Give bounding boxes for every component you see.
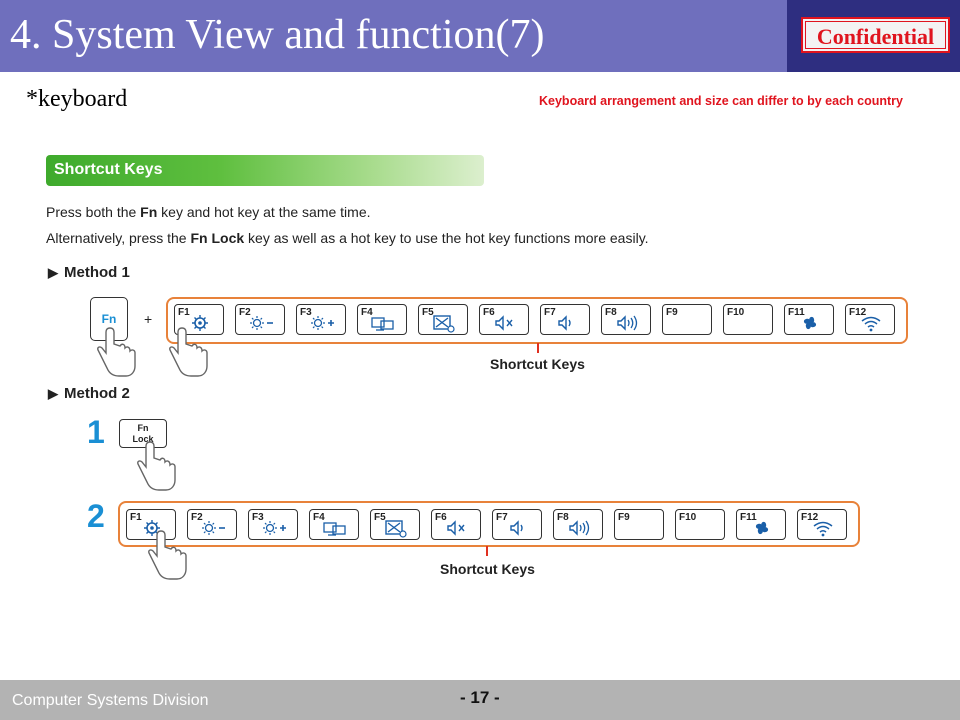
instr2-b: key as well as a hot key to use the hot key functions more easily. xyxy=(244,230,649,246)
volume-up-icon xyxy=(612,313,642,333)
function-key-f4 xyxy=(357,304,407,335)
function-key-label: F9 xyxy=(666,307,678,318)
keyboard-subheading: *keyboard xyxy=(26,86,128,112)
page-number: - 17 - xyxy=(460,688,500,707)
method-1-label: Method 1 xyxy=(64,264,130,281)
fan-icon xyxy=(747,518,777,538)
brightness-up-icon xyxy=(307,313,337,333)
function-key-f8 xyxy=(553,509,603,540)
function-key-label: F8 xyxy=(605,307,617,318)
shortcut-keys-banner xyxy=(46,155,484,186)
instr2-fnlock: Fn Lock xyxy=(190,230,245,246)
function-key-label: F12 xyxy=(801,512,819,523)
method-1-heading xyxy=(48,264,130,281)
function-key-f5 xyxy=(370,509,420,540)
function-key-label: F7 xyxy=(544,307,556,318)
function-key-f8 xyxy=(601,304,651,335)
function-key-f11 xyxy=(784,304,834,335)
function-key-label: F6 xyxy=(435,512,447,523)
function-key-label: F2 xyxy=(191,512,203,523)
function-key-f7 xyxy=(492,509,542,540)
pressing-hand-icon xyxy=(136,440,178,492)
mute-icon xyxy=(442,518,472,538)
instruction-line-2 xyxy=(46,230,649,246)
method-2-heading xyxy=(48,385,130,402)
function-key-label: F6 xyxy=(483,307,495,318)
page-title: 4. System View and function(7) xyxy=(10,12,545,58)
function-key-label: F10 xyxy=(679,512,697,523)
function-key-f2 xyxy=(187,509,237,540)
function-key-f10 xyxy=(675,509,725,540)
function-key-f2 xyxy=(235,304,285,335)
function-key-f12 xyxy=(797,509,847,540)
step-2-number: 2 xyxy=(87,498,105,534)
brightness-down-icon xyxy=(198,518,228,538)
function-key-label: F11 xyxy=(740,512,757,523)
function-key-label: F5 xyxy=(374,512,386,523)
instr2-a: Alternatively, press the xyxy=(46,230,191,246)
function-key-f9 xyxy=(662,304,712,335)
function-key-f7 xyxy=(540,304,590,335)
division-label: Computer Systems Division xyxy=(12,692,209,709)
function-key-f3 xyxy=(296,304,346,335)
method-2-connector xyxy=(486,546,488,556)
instr1-a: Press both the xyxy=(46,204,141,220)
method-2-shortcut-label: Shortcut Keys xyxy=(440,561,535,577)
footer-bar xyxy=(0,680,960,720)
function-key-label: F3 xyxy=(252,512,264,523)
pressing-hand-icon xyxy=(147,529,189,581)
triangle-bullet-icon: ▶ xyxy=(48,386,58,401)
confidential-stamp xyxy=(801,17,950,53)
country-note: Keyboard arrangement and size can differ to by each country xyxy=(539,94,903,108)
volume-down-icon xyxy=(551,313,581,333)
touchpad-off-icon xyxy=(381,518,411,538)
function-key-f6 xyxy=(479,304,529,335)
function-key-f6 xyxy=(431,509,481,540)
wifi-icon xyxy=(808,518,838,538)
fan-icon xyxy=(795,313,825,333)
function-key-label: F5 xyxy=(422,307,434,318)
instr1-fn: Fn xyxy=(140,204,158,220)
banner-label: Shortcut Keys xyxy=(54,161,163,178)
fn-lock-key-line2: Lock xyxy=(132,434,154,444)
function-key-label: F1 xyxy=(178,307,190,318)
function-key-label: F3 xyxy=(300,307,312,318)
fn-lock-key-line1: Fn xyxy=(137,423,149,433)
brightness-down-icon xyxy=(246,313,276,333)
method-1-connector xyxy=(537,343,539,353)
triangle-bullet-icon: ▶ xyxy=(48,265,58,280)
function-key-label: F8 xyxy=(557,512,569,523)
function-key-f12 xyxy=(845,304,895,335)
function-key-f3 xyxy=(248,509,298,540)
pressing-hand-icon xyxy=(168,326,210,378)
function-key-label: F4 xyxy=(313,512,325,523)
function-key-label: F7 xyxy=(496,512,508,523)
method-1-shortcut-label: Shortcut Keys xyxy=(490,356,585,372)
method-2-label: Method 2 xyxy=(64,385,130,402)
confidential-label: Confidential xyxy=(805,21,946,49)
function-key-f11 xyxy=(736,509,786,540)
display-switch-icon xyxy=(320,518,350,538)
plus-sign: + xyxy=(144,311,153,327)
function-key-f4 xyxy=(309,509,359,540)
step-1-number: 1 xyxy=(87,414,105,450)
touchpad-off-icon xyxy=(429,313,459,333)
function-key-label: F2 xyxy=(239,307,251,318)
instruction-line-1 xyxy=(46,204,371,220)
fn-key-label: Fn xyxy=(101,312,117,326)
pressing-hand-icon xyxy=(96,326,138,378)
function-key-label: F12 xyxy=(849,307,867,318)
function-key-label: F9 xyxy=(618,512,630,523)
function-key-label: F1 xyxy=(130,512,142,523)
mute-icon xyxy=(490,313,520,333)
function-key-f5 xyxy=(418,304,468,335)
instr1-b: key and hot key at the same time. xyxy=(157,204,371,220)
function-key-label: F4 xyxy=(361,307,373,318)
function-key-label: F10 xyxy=(727,307,745,318)
wifi-icon xyxy=(856,313,886,333)
volume-up-icon xyxy=(564,518,594,538)
function-key-label: F11 xyxy=(788,307,805,318)
brightness-up-icon xyxy=(259,518,289,538)
display-switch-icon xyxy=(368,313,398,333)
title-bar xyxy=(0,0,787,72)
volume-down-icon xyxy=(503,518,533,538)
function-key-f9 xyxy=(614,509,664,540)
function-key-f10 xyxy=(723,304,773,335)
